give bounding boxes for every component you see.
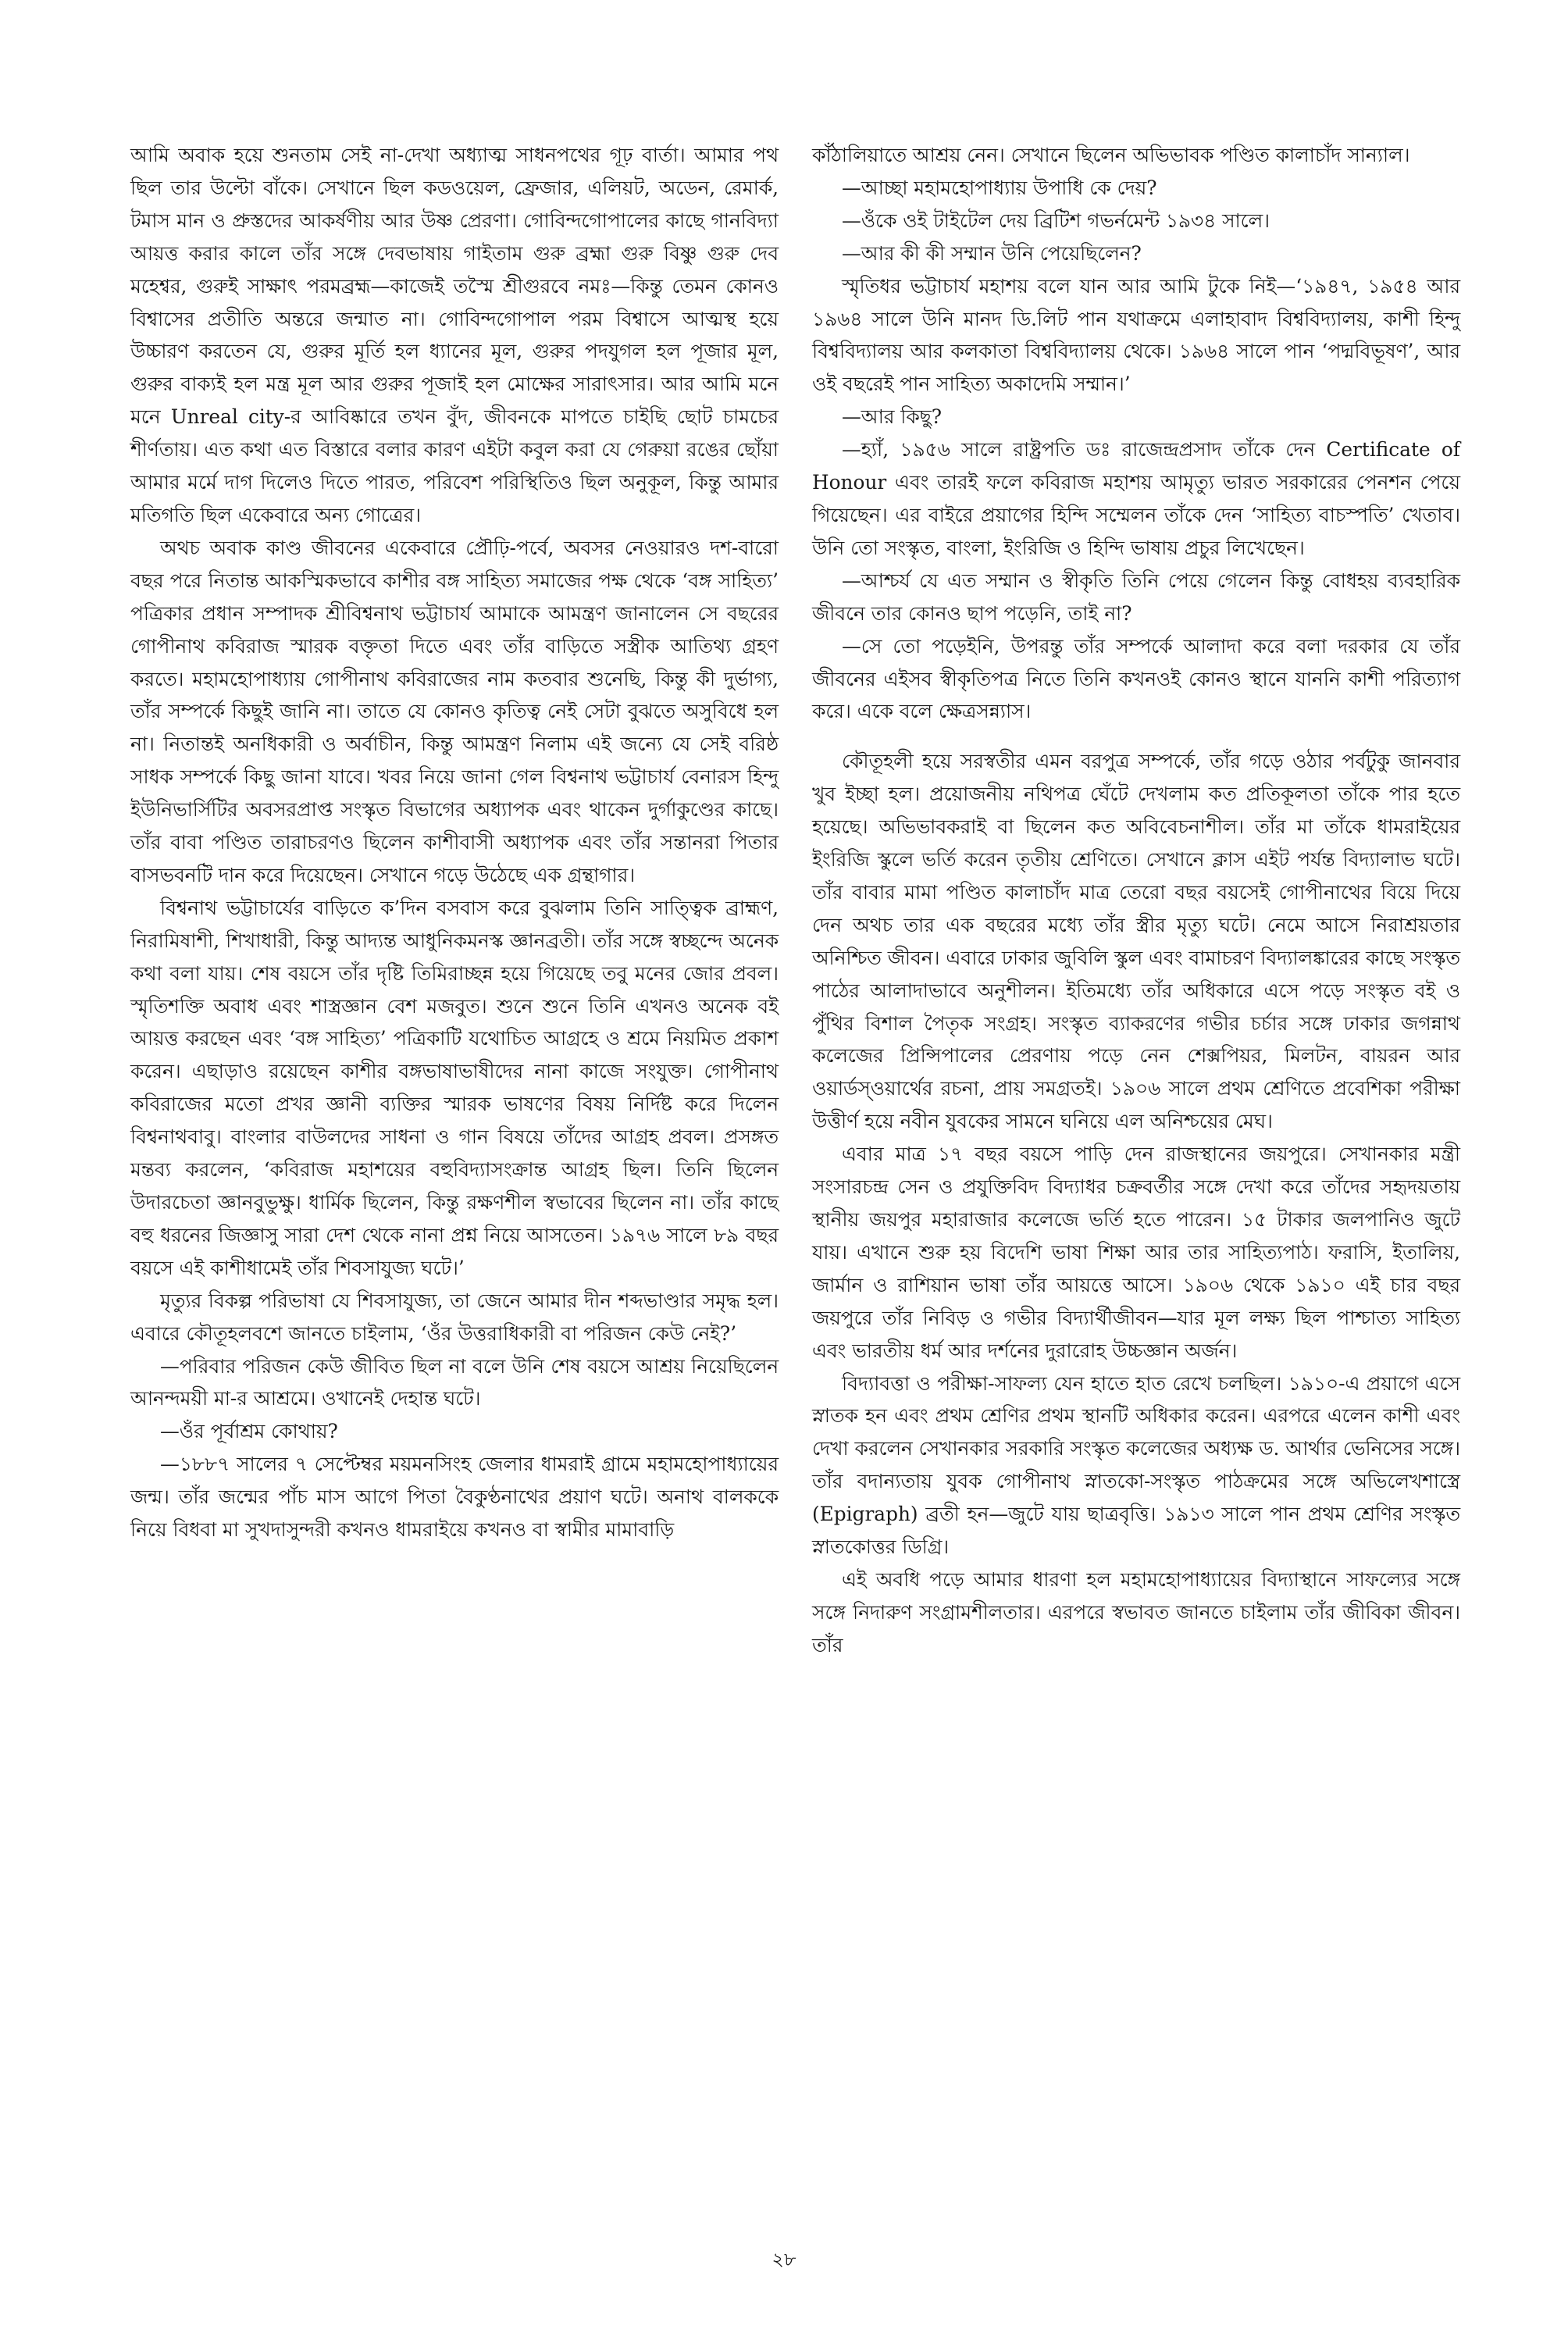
paragraph: কাঁঠালিয়াতে আশ্রয় নেন। সেখানে ছিলেন অভিভাবক পণ্ডিত কালাচাঁদ সান্যাল। (812, 144, 1410, 166)
dialogue-paragraph: —আচ্ছা মহামহোপাধ্যায় উপাধি কে দেয়? (842, 176, 1157, 199)
paragraph: মৃত্যুর বিকল্প পরিভাষা যে শিবসাযুজ্য, তা জেনে আমার দীন শব্দভাণ্ডার সমৃদ্ধ হল। এবারে কৌতূহলবশে জানতে চাইলাম, ‘ওঁর উত্তরাধিকারী বা পরিজন কেউ নেই?’ (130, 1289, 779, 1345)
dialogue-paragraph: —আর কিছু? (842, 405, 943, 429)
paragraph: আমি অবাক হয়ে শুনতাম সেই না-দেখা অধ্যাত্ম সাধনপথের গূঢ় বার্তা। আমার পথ ছিল তার উল্টো বাঁকে। সেখানে ছিল কডওয়েল, ফ্রেজার, এলিয়ট, অডেন, রেমার্ক, টমাস মান ও প্রুস্তদের আকর্ষণীয় আর উষ্ণ প্রেরণা। গোবিন্দগোপালের কাছে গানবিদ্যা আয়ত্ত করার কালে তাঁর সঙ্গে দেবভাষায় গাইতাম গুরু ব্রহ্মা গুরু বিষ্ণু গুরু দেব মহেশ্বর, গুরুই সাক্ষাৎ পরমব্রহ্ম—কাজেই তস্মৈ শ্রীগুরবে নমঃ—কিন্তু তেমন কোনও বিশ্বাসের প্রতীতি অন্তরে জন্মাত না। গোবিন্দগোপাল পরম বিশ্বাসে আত্মস্থ হয়ে উচ্চারণ করতেন যে, গুরুর মূর্তি হল ধ্যানের মূল, গুরুর পদযুগল হল পূজার মূল, গুরুর বাক্যই হল মন্ত্র মূল আর গুরুর পূজাই হল মোক্ষের সারাৎসার। আর আমি মনে মনে Unreal city-র আবিষ্কারে তখন বুঁদ, জীবনকে মাপতে চাইছি ছোট চামচের শীর্ণতায়। এত কথা এত বিস্তারে বলার কারণ এইটা কবুল করা যে গেরুয়া রঙের ছোঁয়া আমার মর্মে দাগ দিলেও দিতে পারত, পরিবেশ পরিস্থিতিও ছিল অনুকূল, কিন্তু আমার মতিগতি ছিল একেবারে অন্য গোত্রের। (130, 144, 779, 526)
paragraph: এই অবধি পড়ে আমার ধারণা হল মহামহোপাধ্যায়ের বিদ্যাস্থানে সাফল্যের সঙ্গে সঙ্গে নিদারুণ সংগ্রামশীলতার। এরপরে স্বভাবত জানতে চাইলাম তাঁর জীবিকা জীবন। তাঁর (812, 1567, 1460, 1656)
paragraph: অথচ অবাক কাণ্ড জীবনের একেবারে প্রৌঢ়ি-পর্বে, অবসর নেওয়ারও দশ-বারো বছর পরে নিতান্ত আকস্মিকভাবে কাশীর বঙ্গ সাহিত্য সমাজের পক্ষ থেকে ‘বঙ্গ সাহিত্য’ পত্রিকার প্রধান সম্পাদক শ্রীবিশ্বনাথ ভট্টাচার্য আমাকে আমন্ত্রণ জানালেন সে বছরের গোপীনাথ কবিরাজ স্মারক বক্তৃতা দিতে এবং তাঁর বাড়িতে সস্ত্রীক আতিথ্য গ্রহণ করতে। মহামহোপাধ্যায় গোপীনাথ কবিরাজের নাম কতবার শুনেছি, কিন্তু কী দুর্ভাগ্য, তাঁর সম্পর্কে কিছুই জানি না। তাতে যে কোনও কৃতিত্ব নেই সেটা বুঝতে অসুবিধে হল না। নিতান্তই অনধিকারী ও অর্বাচীন, কিন্তু আমন্ত্রণ নিলাম এই জন্যে যে সেই বরিষ্ঠ সাধক সম্পর্কে কিছু জানা যাবে। খবর নিয়ে জানা গেল বিশ্বনাথ ভট্টাচার্য বেনারস হিন্দু ইউনিভার্সিটির অবসরপ্রাপ্ত সংস্কৃত বিভাগের অধ্যাপক এবং থাকেন দুর্গাকুণ্ডের কাছে। তাঁর বাবা পণ্ডিত তারাচরণও ছিলেন কাশীবাসী অধ্যাপক এবং তাঁর সন্তানরা পিতার বাসভবনটি দান করে দিয়েছেন। সেখানে গড়ে উঠেছে এক গ্রন্থাগার। (130, 536, 779, 886)
paragraph: বিদ্যাবত্তা ও পরীক্ষা-সাফল্য যেন হাতে হাত রেখে চলছিল। ১৯১০-এ প্রয়াগে এসে স্নাতক হন এবং প্রথম শ্রেণির প্রথম স্থানটি অধিকার করেন। এরপরে এলেন কাশী এবং দেখা করলেন সেখানকার সরকারি সংস্কৃত কলেজের অধ্যক্ষ ড. আর্থার ভেনিসের সঙ্গে। তাঁর বদান্যতায় যুবক গোপীনাথ স্নাতকো-সংস্কৃত পাঠক্রমের সঙ্গে অভিলেখশাস্ত্রে (Epigraph) ব্রতী হন—জুটে যায় ছাত্রবৃত্তি। ১৯১৩ সালে পান প্রথম শ্রেণির সংস্কৃত স্নাতকোত্তর ডিগ্রি। (812, 1371, 1460, 1559)
dialogue-paragraph: —ওঁর পূর্বাশ্রম কোথায়? (160, 1420, 338, 1443)
dialogue-paragraph: —আশ্চর্য যে এত সম্মান ও স্বীকৃতি তিনি পেয়ে গেলেন কিন্তু বোধহয় ব্যবহারিক জীবনে তার কোনও ছাপ পড়েনি, তাই না? (812, 569, 1460, 625)
dialogue-paragraph: —আর কী কী সম্মান উনি পেয়েছিলেন? (842, 241, 1142, 265)
dialogue-paragraph: —পরিবার পরিজন কেউ জীবিত ছিল না বলে উনি শেষ বয়সে আশ্রয় নিয়েছিলেন আনন্দময়ী মা-র আশ্রমে। ওখানেই দেহান্ত ঘটে। (130, 1354, 779, 1410)
paragraph: স্মৃতিধর ভট্টাচার্য মহাশয় বলে যান আর আমি টুকে নিই—‘১৯৪৭, ১৯৫৪ আর ১৯৬৪ সালে উনি মানদ ডি.লিট পান যথাক্রমে এলাহাবাদ বিশ্ববিদ্যালয়, কাশী হিন্দু বিশ্ববিদ্যালয় আর কলকাতা বিশ্ববিদ্যালয় থেকে। ১৯৬৪ সালে পান ‘পদ্মবিভূষণ’, আর ওই বছরেই পান সাহিত্য অকাদেমি সম্মান।’ (812, 274, 1460, 396)
paragraph: কৌতূহলী হয়ে সরস্বতীর এমন বরপুত্র সম্পর্কে, তাঁর গড়ে ওঠার পর্বটুকু জানবার খুব ইচ্ছা হল। প্রয়োজনীয় নথিপত্র ঘেঁটে দেখলাম কত প্রতিকূলতা তাঁকে পার হতে হয়েছে। অভিভাবকরাই বা ছিলেন কত অবিবেচনাশীল। তাঁর মা তাঁকে ধামরাইয়ের ইংরিজি স্কুলে ভর্তি করেন তৃতীয় শ্রেণিতে। সেখানে ক্লাস এইট পর্যন্ত বিদ্যালাভ ঘটে। তাঁর বাবার মামা পণ্ডিত কালাচাঁদ মাত্র তেরো বছর বয়সেই গোপীনাথের বিয়ে দিয়ে দেন অথচ তার এক বছরের মধ্যে তাঁর স্ত্রীর মৃত্যু ঘটে। নেমে আসে নিরাশ্রয়তার অনিশ্চিত জীবন। এবারে ঢাকার জুবিলি স্কুল এবং বামাচরণ বিদ্যালঙ্কারের কাছে সংস্কৃত পাঠের আলাদাভাবে অনুশীলন। ইতিমধ্যে তাঁর অধিকারে এসে পড়ে সংস্কৃত বই ও পুঁথির বিশাল পৈতৃক সংগ্রহ। সংস্কৃত ব্যাকরণের গভীর চর্চার সঙ্গে ঢাকার জগন্নাথ কলেজের প্রিন্সিপালের প্রেরণায় পড়ে নেন শেক্সপিয়র, মিলটন, বায়রন আর ওয়ার্ডস্ওয়ার্থের রচনা, প্রায় সমগ্রতই। ১৯০৬ সালে প্রথম শ্রেণিতে প্রবেশিকা পরীক্ষা উত্তীর্ণ হয়ে নবীন যুবকের সামনে ঘনিয়ে এল অনিশ্চয়ের মেঘ। (812, 750, 1460, 1133)
left-column (130, 139, 779, 1546)
page-number: ২৮ (772, 2248, 796, 2270)
dialogue-paragraph: —হ্যাঁ, ১৯৫৬ সালে রাষ্ট্রপতি ডঃ রাজেন্দ্রপ্রসাদ তাঁকে দেন Certificate of Honour এবং তারই ফলে কবিরাজ মহাশয় আমৃত্যু ভারত সরকারের পেনশন পেয়ে গিয়েছেন। এর বাইরে প্রয়াগের হিন্দি সম্মেলন তাঁকে দেন ‘সাহিত্য বাচস্পতি’ খেতাব। উনি তো সংস্কৃত, বাংলা, ইংরিজি ও হিন্দি ভাষায় প্রচুর লিখেছেন। (812, 438, 1460, 559)
right-column (812, 139, 1460, 1662)
paragraph: এবার মাত্র ১৭ বছর বয়সে পাড়ি দেন রাজস্থানের জয়পুরে। সেখানকার মন্ত্রী সংসারচন্দ্র সেন ও প্রযুক্তিবিদ বিদ্যাধর চক্রবর্তীর সঙ্গে দেখা করে তাঁদের সহৃদয়তায় স্থানীয় জয়পুর মহারাজার কলেজে ভর্তি হতে পারেন। ১৫ টাকার জলপানিও জুটে যায়। এখানে শুরু হয় বিদেশি ভাষা শিক্ষা আর তার সাহিত্যপাঠ। ফরাসি, ইতালিয়, জার্মান ও রাশিয়ান ভাষা তাঁর আয়ত্তে আসে। ১৯০৬ থেকে ১৯১০ এই চার বছর জয়পুরে তাঁর নিবিড় ও গভীর বিদ্যার্থীজীবন—যার মূল লক্ষ্য ছিল পাশ্চাত্য সাহিত্য এবং ভারতীয় ধর্ম আর দর্শনের দুরারোহ উচ্চজ্ঞান অর্জন। (812, 1143, 1460, 1362)
paragraph: বিশ্বনাথ ভট্টাচার্যের বাড়িতে ক’দিন বসবাস করে বুঝলাম তিনি সাত্ত্বিক ব্রাহ্মণ, নিরামিষাশী, শিখাধারী, কিন্তু আদ্যন্ত আধুনিকমনস্ক জ্ঞানব্রতী। তাঁর সঙ্গে স্বচ্ছন্দে অনেক কথা বলা যায়। শেষ বয়সে তাঁর দৃষ্টি তিমিরাচ্ছন্ন হয়ে গিয়েছে তবু মনের জোর প্রবল। স্মৃতিশক্তি অবাধ এবং শাস্ত্রজ্ঞান বেশ মজবুত। শুনে শুনে তিনি এখনও অনেক বই আয়ত্ত করছেন এবং ‘বঙ্গ সাহিত্য’ পত্রিকাটি যথোচিত আগ্রহে ও শ্রমে নিয়মিত প্রকাশ করেন। এছাড়াও রয়েছেন কাশীর বঙ্গভাষাভাষীদের নানা কাজে সংযুক্ত। গোপীনাথ কবিরাজের মতো প্রখর জ্ঞানী ব্যক্তির স্মারক ভাষণের বিষয় নির্দিষ্ট করে দিলেন বিশ্বনাথবাবু। বাংলার বাউলদের সাধনা ও গান বিষয়ে তাঁদের আগ্রহ প্রবল। প্রসঙ্গত মন্তব্য করলেন, ‘কবিরাজ মহাশয়ের বহুবিদ্যাসংক্রান্ত আগ্রহ ছিল। তিনি ছিলেন উদারচেতা জ্ঞানবুভুক্ষু। ধার্মিক ছিলেন, কিন্তু রক্ষণশীল স্বভাবের ছিলেন না। তাঁর কাছে বহু ধরনের জিজ্ঞাসু সারা দেশ থেকে নানা প্রশ্ন নিয়ে আসতেন। ১৯৭৬ সালে ৮৯ বছর বয়সে এই কাশীধামেই তাঁর শিবসাযুজ্য ঘটে।’ (130, 896, 779, 1279)
dialogue-paragraph: —সে তো পড়েইনি, উপরন্তু তাঁর সম্পর্কে আলাদা করে বলা দরকার যে তাঁর জীবনের এইসব স্বীকৃতিপত্র নিতে তিনি কখনওই কোনও স্থানে যাননি কাশী পরিত্যাগ করে। একে বলে ক্ষেত্রসন্ন্যাস। (812, 634, 1460, 723)
dialogue-paragraph: —১৮৮৭ সালের ৭ সেপ্টেম্বর ময়মনসিংহ জেলার ধামরাই গ্রামে মহামহোপাধ্যায়ের জন্ম। তাঁর জন্মের পাঁচ মাস আগে পিতা বৈকুণ্ঠনাথের প্রয়াণ ঘটে। অনাথ বালককে নিয়ে বিধবা মা সুখদাসুন্দরী কখনও ধামরাইয়ে কখনও বা স্বামীর মামাবাড়ি (130, 1453, 779, 1542)
dialogue-paragraph: —ওঁকে ওই টাইটেল দেয় ব্রিটিশ গভর্নমেন্ট ১৯৩৪ সালে। (842, 209, 1270, 232)
